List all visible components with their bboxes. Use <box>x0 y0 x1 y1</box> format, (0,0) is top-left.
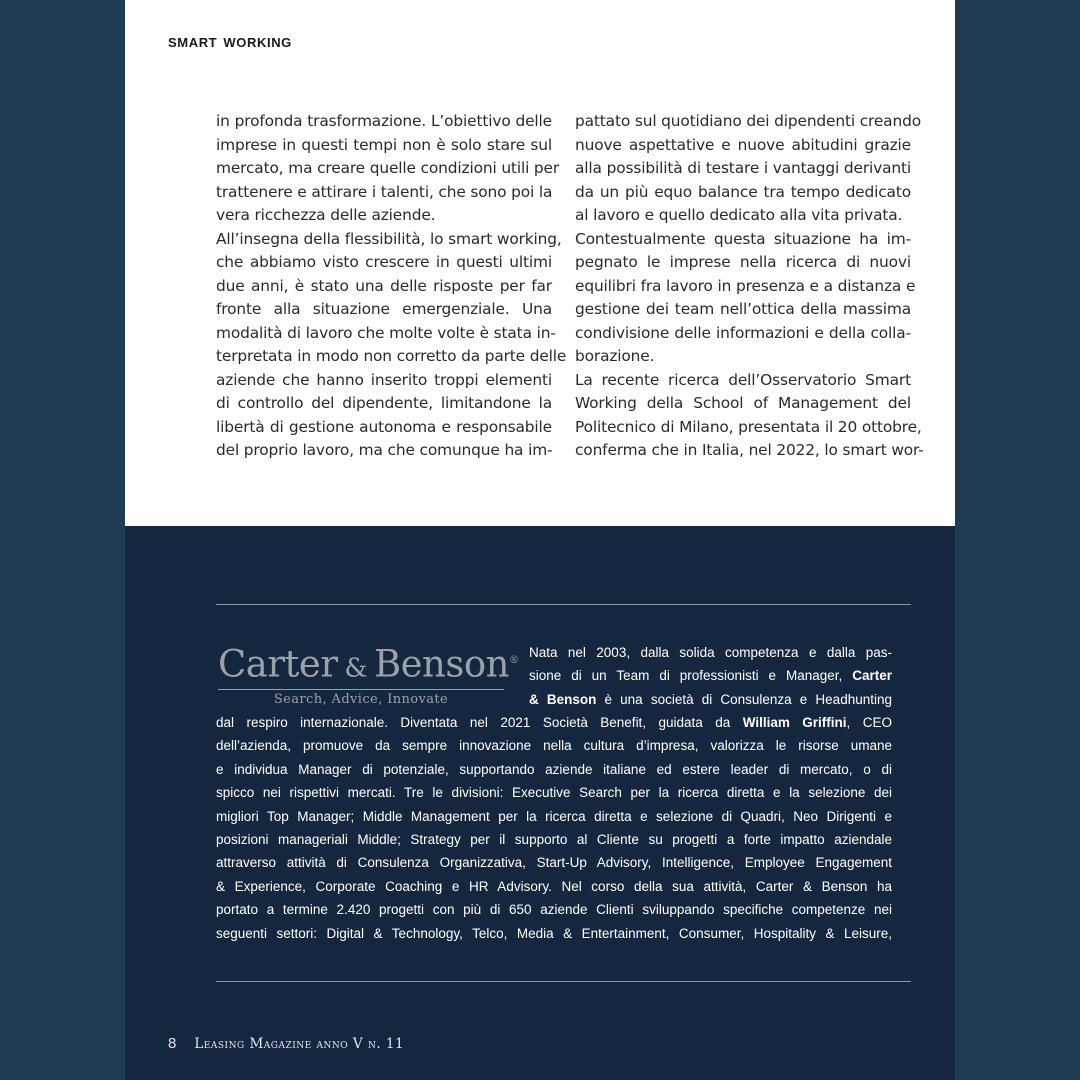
text-line: migliori Top Manager; Middle Management per la ricerca diretta e selezione di Quadri, Neo Dirigenti e <box>216 808 892 824</box>
text-line: conferma che in Italia, nel 2022, lo smart wor- <box>575 441 924 459</box>
text-line: pattato sul quotidiano dei dipendenti creando <box>575 112 921 130</box>
text-line: terpretata in modo non corretto da parte delle <box>216 347 567 365</box>
text-line: modalità di lavoro che molte volte è stata in- <box>216 323 556 342</box>
text-line: di controllo del dipendente, limitandone la <box>216 394 552 412</box>
sponsor-text-side <box>529 641 892 711</box>
text-line: pegnato le imprese nella ricerca di nuovi <box>575 253 911 271</box>
text-line: vera ricchezza delle aziende. <box>216 206 436 224</box>
text-line: attraverso attività di Consulenza Organizzativa, Start-Up Advisory, Intelligence, Employee Engagement <box>216 855 892 871</box>
text-line: dell’azienda, promuove da sempre innovazione nella cultura d’impresa, valorizza le risorse umane <box>216 738 892 754</box>
logo-tagline: Search, Advice, Innovate <box>273 692 449 708</box>
text-line: e individua Manager di potenziale, supportando aziende italiane ed estere leader di mercato, o di <box>216 761 892 777</box>
magazine-page <box>125 0 955 1080</box>
text-line: sione di un Team di professionisti e Manager, Carter <box>529 668 892 684</box>
divider-top <box>216 604 911 605</box>
sponsor-text-full <box>216 711 892 945</box>
text-line: al lavoro e quello dedicato alla vita privata. <box>575 206 903 224</box>
text-line: mercato, ma creare quelle condizioni utili per <box>216 159 560 177</box>
text-line: dal respiro internazionale. Diventata nel 2021 Società Benefit, guidata da William Griffini, CEO <box>216 715 892 730</box>
magazine-title: Leasing Magazine anno V n. 11 <box>194 1036 405 1052</box>
logo-wordmark: Carter & Benson® <box>218 642 519 686</box>
divider-bottom <box>216 981 911 982</box>
text-line: seguenti settori: Digital & Technology, Telco, Media & Entertainment, Consumer, Hospitality & Leisure, <box>216 925 892 941</box>
text-line: Politecnico di Milano, presentata il 20 ottobre, <box>575 417 922 436</box>
text-line: & Experience, Corporate Coaching e HR Advisory. Nel corso della sua attività, Carter & Benson ha <box>216 878 892 894</box>
text-line: in profonda trasformazione. L’obiettivo delle <box>216 112 552 130</box>
article-column-right <box>575 110 924 463</box>
section-label: SMART WORKING <box>168 35 292 50</box>
text-line: spicco nei rispettivi mercati. Tre le divisioni: Executive Search per la ricerca diretta e la selezione dei <box>216 785 892 801</box>
text-line: & Benson è una società di Consulenza e Headhunting <box>529 691 892 707</box>
logo-underline <box>218 689 504 690</box>
article-area <box>125 0 955 526</box>
text-line: nuove aspettative e nuove abitudini grazie <box>575 135 911 154</box>
text-line: che abbiamo visto crescere in questi ultimi <box>216 253 552 271</box>
text-line: equilibri fra lavoro in presenza e a distanza e <box>575 276 916 295</box>
text-line: trattenere e attirare i talenti, che sono poi la <box>216 182 553 201</box>
text-line: libertà di gestione autonoma e responsabile <box>216 417 552 436</box>
page-number: 8 <box>168 1035 177 1052</box>
text-line: Nata nel 2003, dalla solida competenza e dalla pas- <box>529 645 892 660</box>
text-line: Contestualmente questa situazione ha im- <box>575 229 911 248</box>
text-line: da un più equo balance tra tempo dedicato <box>575 182 911 201</box>
article-column-left <box>216 110 567 463</box>
text-line: due anni, è stato una delle risposte per far <box>216 276 552 295</box>
text-line: borazione. <box>575 347 655 365</box>
text-line: imprese in questi tempi non è solo stare sul <box>216 135 552 154</box>
text-line: posizioni manageriali Middle; Strategy per il supporto al Cliente su progetti a forte impatto aziendale <box>216 832 892 848</box>
text-line: alla possibilità di testare i vantaggi derivanti <box>575 159 911 177</box>
text-line: Working della School of Management del <box>575 394 911 412</box>
text-line: aziende che hanno inserito troppi elementi <box>216 370 552 389</box>
text-line: gestione dei team nell’ottica della massima <box>575 300 911 318</box>
page-footer <box>168 1035 404 1052</box>
text-line: La recente ricerca dell’Osservatorio Smart <box>575 370 911 389</box>
text-line: fronte alla situazione emergenziale. Una <box>216 300 552 318</box>
text-line: del proprio lavoro, ma che comunque ha im- <box>216 441 553 459</box>
text-line: portato a termine 2.420 progetti con più di 650 aziende Clienti sviluppando specifiche competenze nei <box>216 902 892 918</box>
text-line: All’insegna della flessibilità, lo smart working, <box>216 229 562 248</box>
carter-benson-logo <box>218 640 519 708</box>
text-line: condivisione delle informazioni e della colla- <box>575 323 911 342</box>
